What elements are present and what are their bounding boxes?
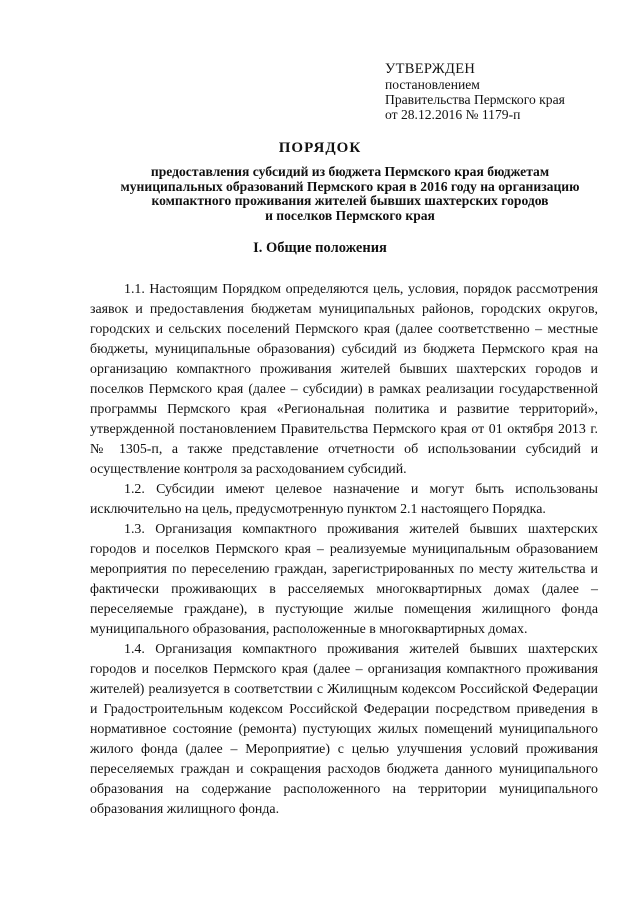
section-heading: I. Общие положения <box>253 240 387 256</box>
document-subtitle <box>100 165 600 223</box>
approval-heading: УТВЕРЖДЕН <box>385 61 476 77</box>
paragraph-1-2: 1.2. Субсидии имеют целевое назначение и могут быть использованы исключительно на цель, предусмотренную пунктом 2.1 настоящего Порядка. <box>90 482 598 517</box>
subtitle-line: муниципальных образований Пермского края в 2016 году на организацию <box>120 178 580 194</box>
paragraph-1-3: 1.3. Организация компактного проживания жителей бывших шахтерских городов и поселков Пермского края – реализуемые муниципальным образованием мероприятия по переселению граждан, зарегистрированных по месту жительства и фактически проживающих в расселяемых многоквартирных домах (далее – переселяемые граждане), в пустующие жилые помещения жилищного фонда муниципального образования, расположенные в многоквартирных домах. <box>90 522 598 637</box>
approval-line: Правительства Пермского края <box>385 92 565 107</box>
subtitle-line: компактного проживания жителей бывших шахтерских городов <box>151 193 549 208</box>
document-title: ПОРЯДОК <box>278 140 362 156</box>
paragraph-1-4: 1.4. Организация компактного проживания жителей бывших шахтерских городов и поселков Пермского края (далее – организация компактного проживания жителей) реализуется в соответствии с Жилищным кодексом Российской Федерации и Градостроительным кодексом Российской Федерации посредством приведения в нормативное состояние (ремонта) пустующих жилых помещений муниципального жилого фонда (далее – Мероприятие) с целью улучшения условий проживания переселяемых граждан и сокращения расходов бюджета данного муниципального образования на содержание расположенного на территории муниципального образования жилищного фонда. <box>90 642 598 817</box>
paragraph-1-1: 1.1. Настоящим Порядком определяются цель, условия, порядок рассмотрения заявок и предоставления бюджетам муниципальных районов, городских округов, городских и сельских поселений Пермского края (далее соответственно – местные бюджеты, муниципальные образования) субсидий из бюджета Пермского края на организацию компактного проживания жителей бывших шахтерских городов и поселков Пермского края (далее – субсидии) в рамках реализации государственной программы Пермского края «Региональная политика и развитие территорий», утвержденной постановлением Правительства Пермского края от 01 октября 2013 г. № 1305-п, а также представление отчетности об использовании субсидий и осуществление контроля за расходованием субсидий. <box>90 282 598 477</box>
subtitle-line: и поселков Пермского края <box>265 207 435 223</box>
approval-date: от 28.12.2016 № 1179-п <box>385 107 521 122</box>
subtitle-line: предоставления субсидий из бюджета Пермского края бюджетам <box>150 164 550 179</box>
document-body <box>90 280 598 820</box>
approval-stamp <box>385 62 565 122</box>
approval-line: постановлением <box>385 77 480 92</box>
